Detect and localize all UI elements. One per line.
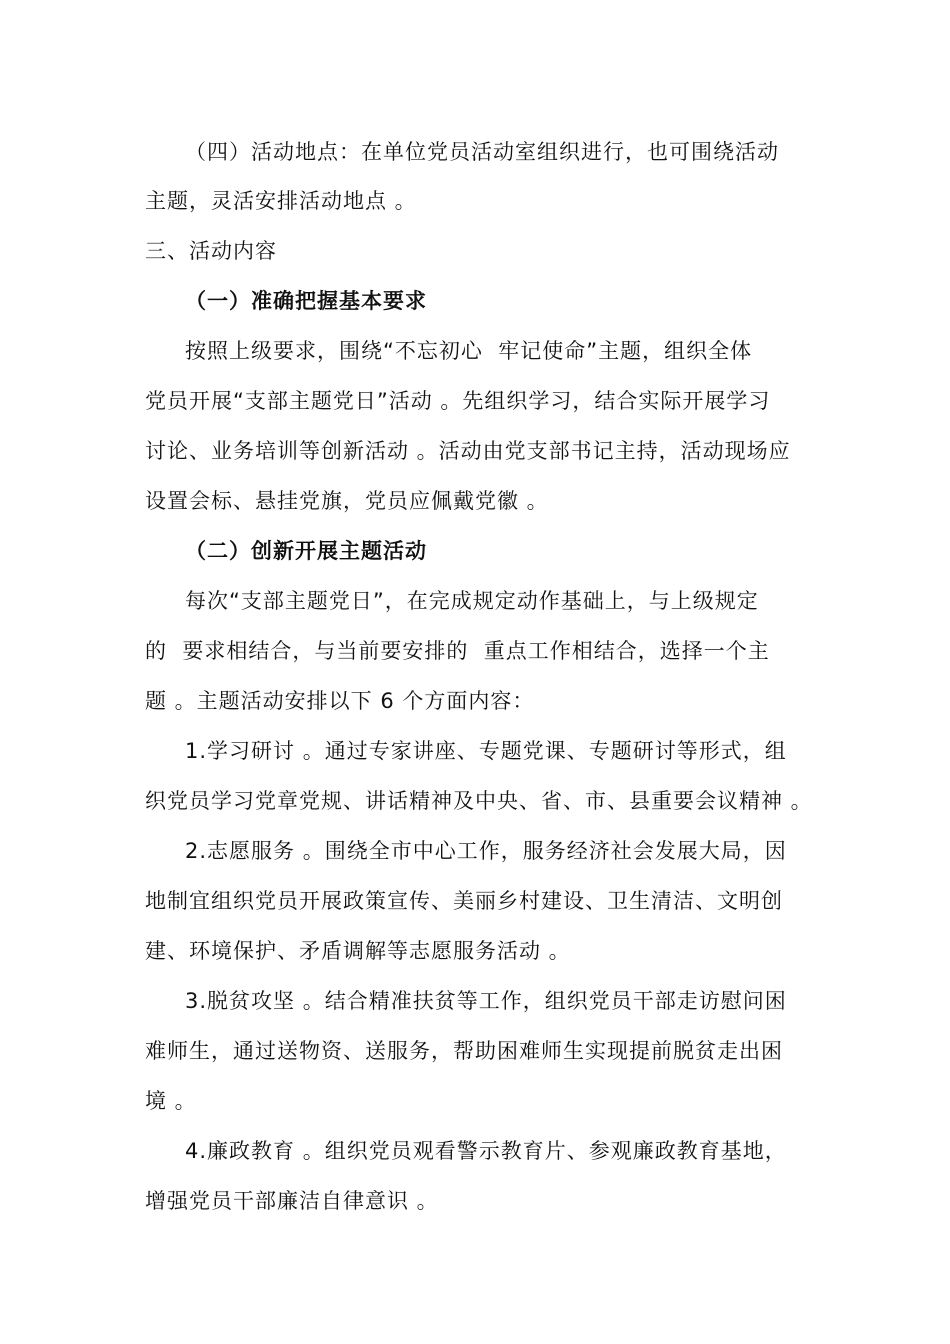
item-volunteer-line-2: 地制宜组织党员开展政策宣传、美丽乡村建设、卫生清洁、文明创 [145,889,783,913]
item-poverty-line-2: 难师生，通过送物资、送服务，帮助困难师生实现提前脱贫走出困 [145,1039,783,1063]
item-integrity-line-2: 增强党员干部廉洁自律意识 。 [145,1189,439,1213]
paragraph-requirements-line-3: 讨论、业务培训等创新活动 。活动由党支部书记主持，活动现场应 [145,439,791,463]
item-volunteer-line-1: 2.志愿服务 。围绕全市中心工作，服务经济社会发展大局，因 [185,839,787,863]
item-poverty-line-3: 境 。 [145,1089,197,1113]
section-heading-activity-content: 三、活动内容 [145,239,277,263]
item-study-line-2: 织党员学习党章党规、讲话精神及中央、省、市、县重要会议精神 。 [145,789,813,813]
paragraph-theme-line-1: 每次“支部主题党日”，在完成规定动作基础上，与上级规定 [185,589,759,613]
item-poverty-line-1: 3.脱贫攻坚 。结合精准扶贫等工作，组织党员干部走访慰问困 [185,989,787,1013]
paragraph-requirements-line-2: 党员开展“支部主题党日”活动 。先组织学习，结合实际开展学习 [145,389,771,413]
paragraph-theme-line-3: 题 。主题活动安排以下 6 个方面内容： [145,689,535,713]
paragraph-theme-line-2: 的 要求相结合，与当前要安排的 重点工作相结合，选择一个主 [145,639,770,663]
subheading-theme-activities: （二）创新开展主题活动 [185,539,427,563]
item-study-line-1: 1.学习研讨 。通过专家讲座、专题党课、专题研讨等形式，组 [185,739,787,763]
paragraph-location-line-1: （四）活动地点：在单位党员活动室组织进行，也可围绕活动 [185,140,779,164]
item-integrity-line-1: 4.廉政教育 。组织党员观看警示教育片、参观廉政教育基地， [185,1139,787,1163]
paragraph-requirements-line-4: 设置会标、悬挂党旗，党员应佩戴党徽 。 [145,489,549,513]
paragraph-location-line-2: 主题，灵活安排活动地点 。 [145,189,417,213]
paragraph-requirements-line-1: 按照上级要求，围绕“不忘初心 牢记使命”主题，组织全体 [185,339,753,363]
item-volunteer-line-3: 建、环境保护、矛盾调解等志愿服务活动 。 [145,939,571,963]
subheading-basic-requirements: （一）准确把握基本要求 [185,289,427,313]
